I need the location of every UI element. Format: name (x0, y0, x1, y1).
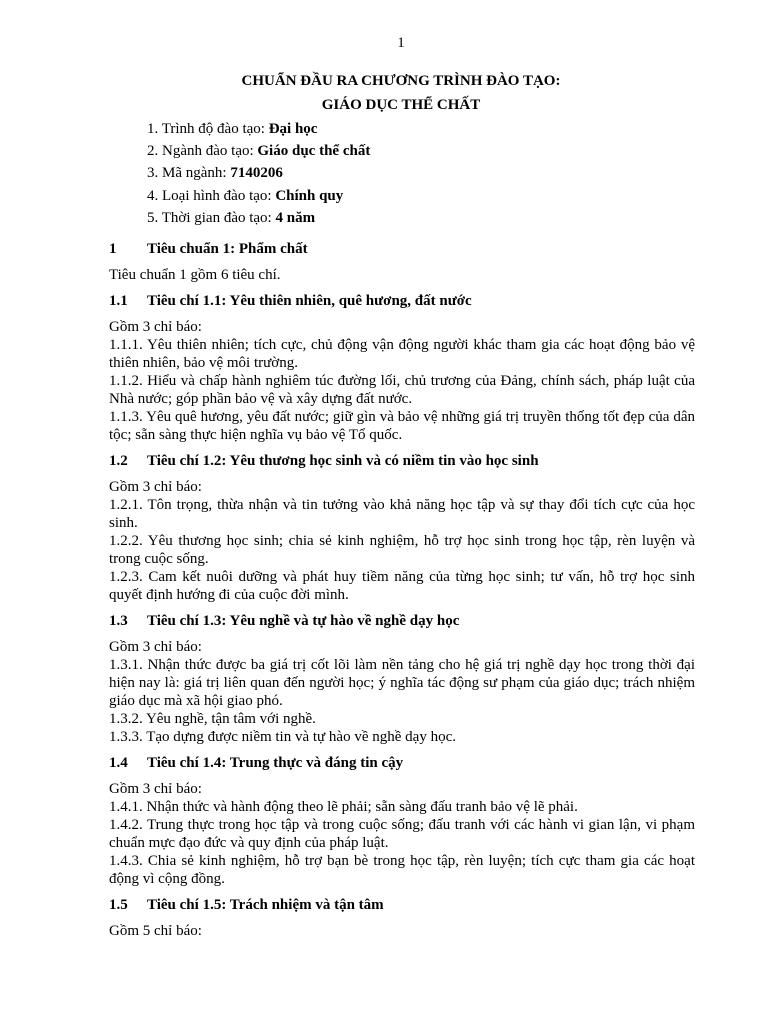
indicator-item: 1.3.3. Tạo dựng được niềm tin và tự hào về nghề dạy học. (109, 729, 456, 745)
info-item-level: 1. Trình độ đào tạo: Đại học (147, 121, 318, 137)
criterion-heading: 1.4 Tiêu chí 1.4: Trung thực và đáng tin cậy (109, 755, 404, 771)
standard-heading: 1 Tiêu chuẩn 1: Phẩm chất (109, 241, 308, 257)
criterion-intro: Gồm 3 chỉ báo: (109, 479, 202, 495)
indicator-item: 1.1.3. Yêu quê hương, yêu đất nước; giữ gìn và bảo vệ những giá trị truyền thống tốt đẹp của dân tộc; sẵn sàng thực hiện nghĩa vụ bảo vệ Tổ quốc. (109, 409, 695, 443)
criterion-heading: 1.2 Tiêu chí 1.2: Yêu thương học sinh và có niềm tin vào học sinh (109, 453, 539, 469)
indicator-item: 1.2.3. Cam kết nuôi dưỡng và phát huy tiềm năng của từng học sinh; tư vấn, hỗ trợ học sinh quyết định hướng đi của cuộc đời mình. (109, 569, 695, 603)
criterion-heading: 1.5 Tiêu chí 1.5: Trách nhiệm và tận tâm (109, 897, 384, 913)
criterion-intro: Gồm 3 chỉ báo: (109, 781, 202, 797)
standard-intro: Tiêu chuẩn 1 gồm 6 tiêu chí. (109, 267, 281, 283)
criterion-heading: 1.3 Tiêu chí 1.3: Yêu nghề và tự hào về nghề dạy học (109, 613, 460, 629)
criterion-intro: Gồm 5 chỉ báo: (109, 923, 202, 939)
program-info-list (147, 118, 370, 229)
indicator-item: 1.3.2. Yêu nghề, tận tâm với nghề. (109, 711, 316, 727)
indicator-item: 1.4.3. Chia sẻ kinh nghiệm, hỗ trợ bạn bè trong học tập, rèn luyện; tích cực tham gia các hoạt động vì cộng đồng. (109, 853, 695, 887)
indicator-item: 1.2.2. Yêu thương học sinh; chia sẻ kinh nghiệm, hỗ trợ học sinh trong học tập, rèn luyện và trong cuộc sống. (109, 533, 695, 567)
info-item-type: 4. Loại hình đào tạo: Chính quy (147, 187, 344, 204)
document-title-line-1: CHUẨN ĐẦU RA CHƯƠNG TRÌNH ĐÀO TẠO: (241, 73, 561, 89)
info-item-duration: 5. Thời gian đào tạo: 4 năm (147, 209, 316, 226)
indicator-item: 1.3.1. Nhận thức được ba giá trị cốt lõi làm nền tảng cho hệ giá trị nghề dạy học trong thời đại hiện nay là: giá trị liên quan đến người học; ý nghĩa tác động sư phạm của giáo dục; trách nhiệm giáo dục mà xã hội giao phó. (109, 657, 695, 709)
indicator-item: 1.4.2. Trung thực trong học tập và trong cuộc sống; đấu tranh với các hành vi gian lận, vi phạm chuẩn mực đạo đức và quy định của pháp luật. (109, 817, 695, 851)
document-body (109, 240, 695, 940)
indicator-item: 1.2.1. Tôn trọng, thừa nhận và tin tưởng vào khả năng học tập và sự thay đổi tích cực của học sinh. (109, 497, 695, 531)
criterion-intro: Gồm 3 chỉ báo: (109, 639, 202, 655)
page-number: 1 (397, 35, 405, 51)
indicator-item: 1.4.1. Nhận thức và hành động theo lẽ phải; sẵn sàng đấu tranh bảo vệ lẽ phải. (109, 799, 578, 815)
info-item-major: 2. Ngành đào tạo: Giáo dục thể chất (147, 143, 371, 160)
criterion-heading: 1.1 Tiêu chí 1.1: Yêu thiên nhiên, quê hương, đất nước (109, 293, 472, 309)
document-title-line-2: GIÁO DỤC THỂ CHẤT (321, 97, 481, 113)
indicator-item: 1.1.1. Yêu thiên nhiên; tích cực, chủ động vận động người khác tham gia các hoạt động bảo vệ thiên nhiên, bảo vệ môi trường. (109, 337, 695, 371)
criterion-intro: Gồm 3 chỉ báo: (109, 319, 202, 335)
info-item-code: 3. Mã ngành: 7140206 (147, 165, 283, 182)
indicator-item: 1.1.2. Hiểu và chấp hành nghiêm túc đường lối, chủ trương của Đảng, chính sách, pháp luật của Nhà nước; góp phần bảo vệ và xây dựng đất nước. (109, 373, 695, 407)
